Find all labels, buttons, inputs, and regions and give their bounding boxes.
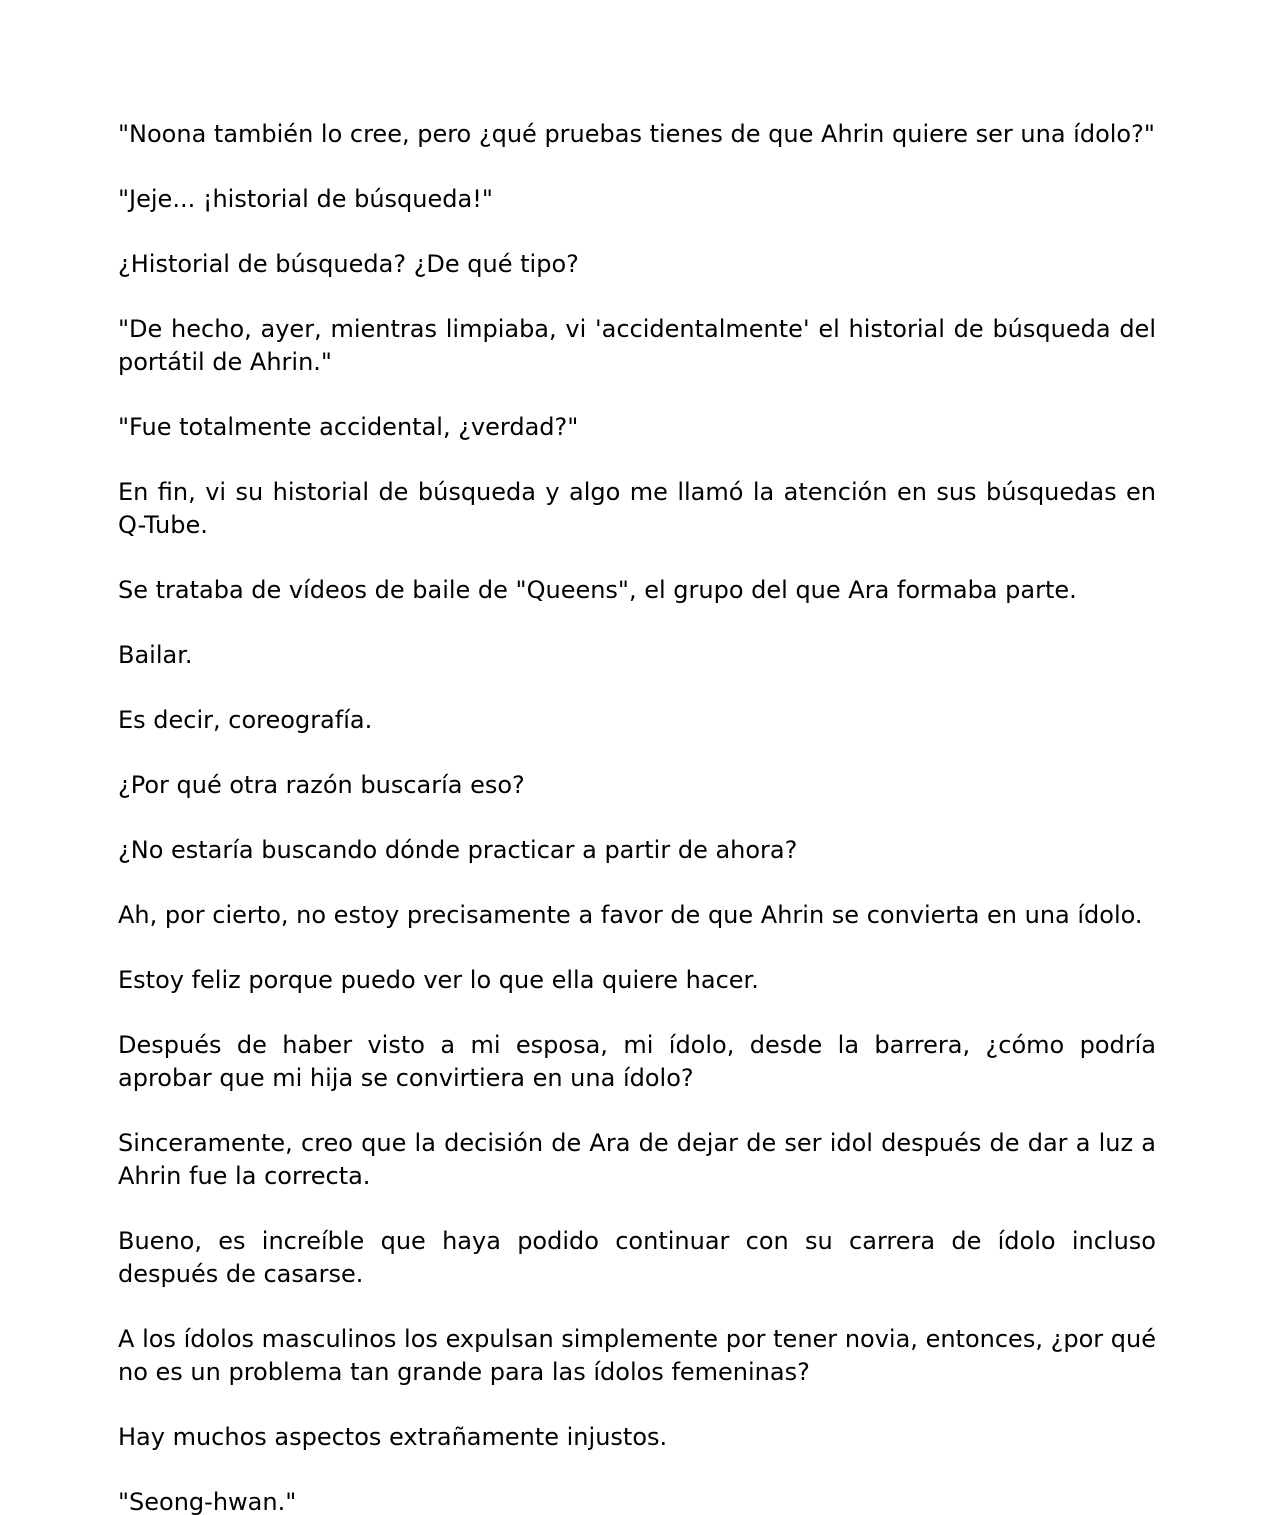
paragraph-12: Ah, por cierto, no estoy precisamente a favor de que Ahrin se convierta en una ídolo.: [118, 901, 1143, 929]
paragraph-18: Hay muchos aspectos extrañamente injustos.: [118, 1423, 668, 1451]
paragraph-4: "De hecho, ayer, mientras limpiaba, vi 'accidentalmente' el historial de búsqueda del portátil de Ahrin.": [118, 315, 1156, 376]
paragraph-9: Es decir, coreografía.: [118, 706, 373, 734]
paragraph-11: ¿No estaría buscando dónde practicar a partir de ahora?: [118, 836, 798, 864]
paragraph-6: En fin, vi su historial de búsqueda y algo me llamó la atención en sus búsquedas en Q-Tube.: [118, 478, 1156, 539]
paragraph-7: Se trataba de vídeos de baile de "Queens", el grupo del que Ara formaba parte.: [118, 576, 1077, 604]
paragraph-5: "Fue totalmente accidental, ¿verdad?": [118, 413, 579, 441]
paragraph-10: ¿Por qué otra razón buscaría eso?: [118, 771, 525, 799]
paragraph-15: Sinceramente, creo que la decisión de Ara de dejar de ser idol después de dar a luz a Ahrin fue la correcta.: [118, 1129, 1156, 1190]
paragraph-16: Bueno, es increíble que haya podido continuar con su carrera de ídolo incluso después de casarse.: [118, 1227, 1156, 1288]
paragraph-2: "Jeje... ¡historial de búsqueda!": [118, 185, 493, 213]
paragraph-14: Después de haber visto a mi esposa, mi ídolo, desde la barrera, ¿cómo podría aprobar que mi hija se convirtiera en una ídolo?: [118, 1031, 1156, 1092]
paragraph-17: A los ídolos masculinos los expulsan simplemente por tener novia, entonces, ¿por qué no es un problema tan grande para las ídolos femeninas?: [118, 1325, 1156, 1386]
paragraph-8: Bailar.: [118, 641, 193, 669]
paragraph-19: "Seong-hwan.": [118, 1488, 297, 1515]
document-body: [118, 118, 1156, 1515]
paragraph-13: Estoy feliz porque puedo ver lo que ella quiere hacer.: [118, 966, 759, 994]
paragraph-1: "Noona también lo cree, pero ¿qué pruebas tienes de que Ahrin quiere ser una ídolo?": [118, 120, 1155, 148]
paragraph-3: ¿Historial de búsqueda? ¿De qué tipo?: [118, 250, 579, 278]
